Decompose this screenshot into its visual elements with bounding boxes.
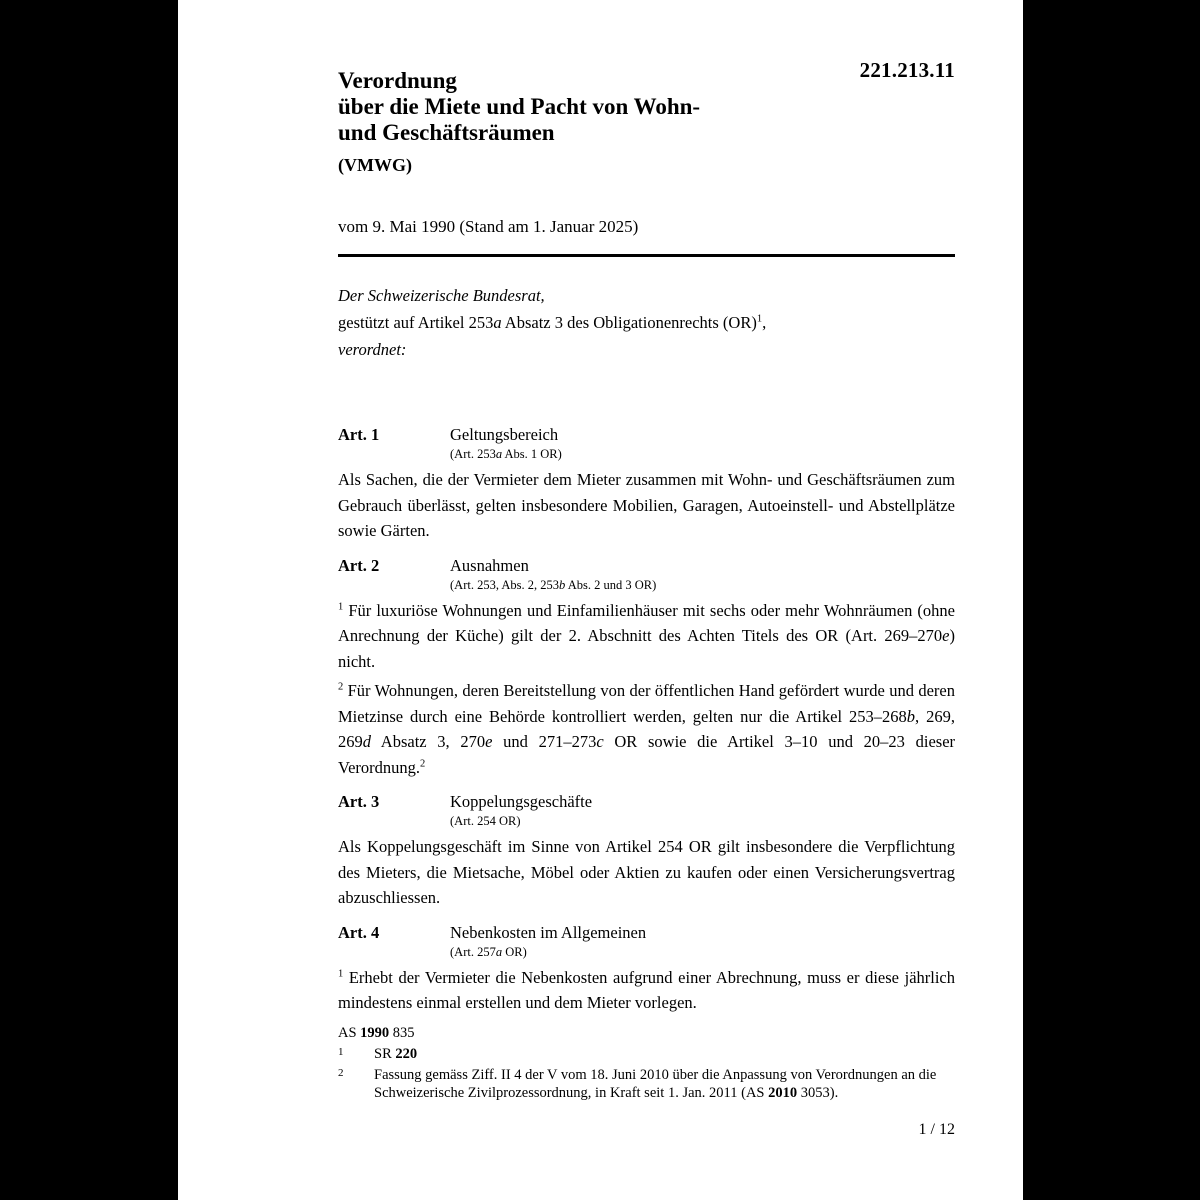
header-rule — [338, 254, 955, 257]
article-1-paragraph-1: Als Sachen, die der Vermieter dem Mieter zusammen mit Wohn- und Geschäftsräumen zum Gebrauch überlässt, gelten insbesondere Mobilien, Garagen, Autoeinstell- und Abstellplätze sowie Gärten. — [338, 470, 955, 540]
preamble-basis: gestützt auf Artikel 253a Absatz 3 des Obligationenrechts (OR)$^1$, — [338, 313, 767, 332]
title-line-1: Verordnung — [338, 68, 457, 93]
article-1-number: Art. 1 — [338, 425, 380, 444]
article-2-ref: (Art. 253, Abs. 2, 253b Abs. 2 und 3 OR) — [450, 577, 657, 592]
footnote-as-line: AS 1990 835 — [338, 1025, 415, 1041]
footnote-2-marker: 2 — [338, 1067, 344, 1079]
article-2-heading — [338, 556, 955, 576]
article-3 — [338, 792, 955, 911]
preamble-decree: verordnet: — [338, 340, 407, 359]
footnote-item-1 — [338, 1045, 955, 1063]
page-number: 1 / 12 — [918, 1121, 955, 1138]
right-black-bar — [1023, 0, 1200, 1200]
page-content — [338, 0, 955, 1016]
article-2 — [338, 556, 955, 781]
footnote-item-2 — [338, 1066, 955, 1102]
article-2-paragraph-1: $^1$ Für luxuriöse Wohnungen und Einfamilienhäuser mit sechs oder mehr Wohnräumen (ohne Anrechnung der Küche) gilt der 2. Abschnitt des Achten Titels des OR (Art. 269–270e) nicht. — [338, 600, 955, 671]
footnote-1-marker: 1 — [338, 1046, 344, 1058]
article-4-title: Nebenkosten im Allgemeinen — [450, 922, 647, 942]
article-1-ref: (Art. 253a Abs. 1 OR) — [450, 447, 562, 461]
document-title — [338, 68, 955, 146]
document-page — [178, 0, 1023, 1200]
article-4 — [338, 923, 955, 1016]
preamble-authority: Der Schweizerische Bundesrat, — [338, 286, 545, 305]
document-abbreviation: (VMWG) — [338, 155, 412, 175]
article-4-heading — [338, 923, 955, 943]
footnote-1-text: SR 220 — [374, 1046, 418, 1062]
left-black-bar — [0, 0, 178, 1200]
article-4-ref: (Art. 257a OR) — [450, 944, 527, 959]
doc-number: 221.213.11 — [859, 58, 955, 82]
article-3-ref: (Art. 254 OR) — [450, 814, 521, 828]
article-3-heading — [338, 792, 955, 812]
article-2-paragraph-2: $^2$ Für Wohnungen, deren Bereitstellung von der öffentlichen Hand gefördert wurde und deren Mietzinse durch eine Behörde kontrolliert werden, gelten nur die Artikel 253–268b, 269, 269d Absatz 3, 270e und 271–273c OR sowie die Artikel 3–10 und 20–23 dieser Verordnung.$^2$ — [338, 681, 956, 777]
article-1 — [338, 425, 955, 544]
article-2-title: Ausnahmen — [450, 555, 529, 575]
article-4-number: Art. 4 — [338, 922, 380, 942]
article-1-title: Geltungsbereich — [450, 425, 559, 444]
article-2-number: Art. 2 — [338, 555, 380, 575]
footnotes — [338, 1024, 955, 1102]
article-3-title: Koppelungsgeschäfte — [450, 792, 593, 811]
article-1-heading — [338, 425, 955, 445]
article-3-paragraph-1: Als Koppelungsgeschäft im Sinne von Artikel 254 OR gilt insbesondere die Verpflichtung des Mieters, die Mietsache, Möbel oder Aktien zu kaufen oder einen Versicherungsvertrag abzuschliessen. — [338, 837, 955, 907]
date-line: vom 9. Mai 1990 (Stand am 1. Januar 2025) — [338, 217, 639, 236]
title-line-2: über die Miete und Pacht von Wohn- — [338, 94, 701, 119]
title-line-3: und Geschäftsräumen — [338, 120, 555, 145]
footnote-2-text: Fassung gemäss Ziff. II 4 der V vom 18. Juni 2010 über die Anpassung von Verordnungen an die Schweizerische Zivilprozessordnung, in Kraft seit 1. Jan. 2011 (AS 2010 3053). — [374, 1067, 937, 1101]
article-4-paragraph-1: $^1$ Erhebt der Vermieter die Nebenkosten aufgrund einer Abrechnung, muss er diese jährlich mindestens einmal erstellen und dem Mieter vorlegen. — [338, 967, 955, 1012]
article-3-number: Art. 3 — [338, 792, 380, 811]
